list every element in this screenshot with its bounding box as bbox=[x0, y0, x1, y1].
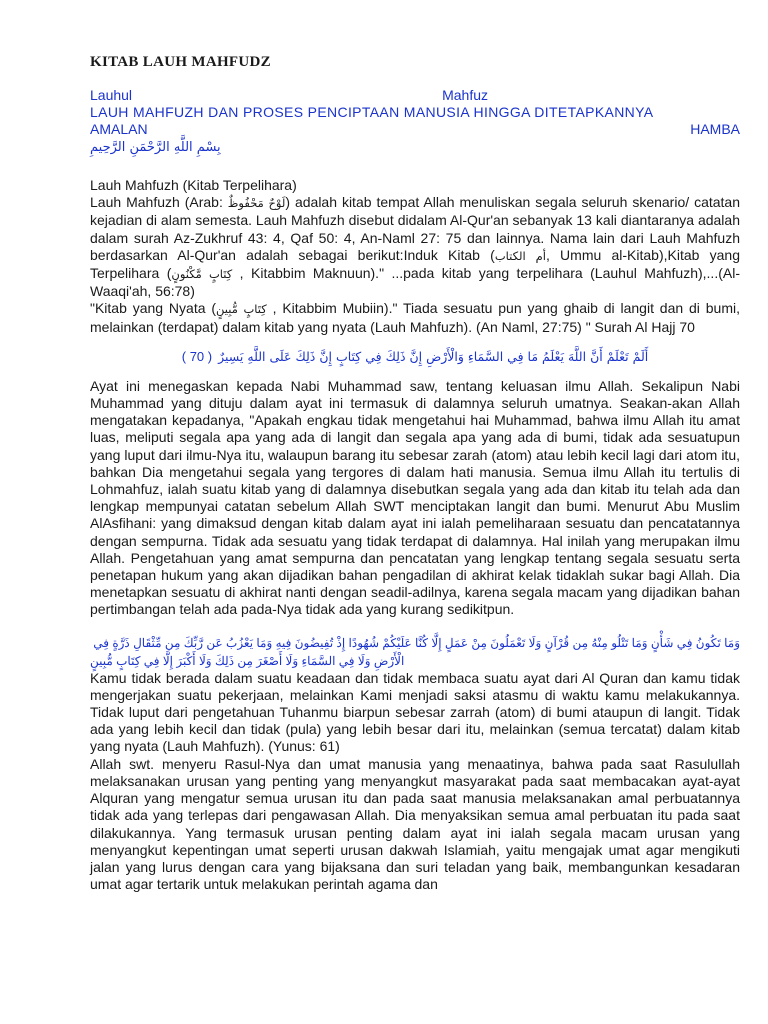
paragraph-kitab-nyata: "Kitab yang Nyata (كِتَابٍ مُّبِينٍ , Kitabbim Mubiin)." Tiada sesuatu pun yang ghaib di langit dan di bumi, melainkan (terdapat) dalam kitab yang nyata (Lauh Mahfuzh). (An Naml, 27:75) " Surah Al Hajj 70 bbox=[90, 300, 740, 335]
verse-al-hajj-70-number: ( 70 ) bbox=[181, 348, 213, 364]
document-page bbox=[90, 50, 740, 893]
arabic-kitab-maknun: كِتَابٍ مَّكْنُونٍ bbox=[171, 267, 233, 282]
arabic-lauh-mahfuzh: لَوْحٌ مَحْفُوظٌ bbox=[227, 196, 286, 211]
paragraph-yunus-translation: Kamu tidak berada dalam suatu keadaan dan tidak membaca suatu ayat dari Al Quran dan kamu tidak mengerjakan suatu pekerjaan, melainkan Kami menjadi saksi atasmu di waktu kamu melakukannya. Tidak luput dari pengetahuan Tuhanmu biarpun sebesar zarrah (atom) di bumi ataupun di langit. Tidak ada yang lebih kecil dan tidak (pula) yang lebih besar dari itu, melainkan (semua tercatat) dalam kitab yang nyata (Lauh Mahfuzh). (Yunus: 61) bbox=[90, 669, 740, 755]
paragraph-keluasan-ilmu: Ayat ini menegaskan kepada Nabi Muhammad saw, tentang keluasan ilmu Allah. Sekalipun Nabi Muhammad yang dituju dalam ayat ini termasuk di dalamnya seluruh umatnya. Seakan-akan Allah mengatakan kepadanya, "Apakah engkau tidak mengetahui hai Muhammad, bahwa ilmu Allah itu amat luas, meliputi segala apa yang ada di langit dan segala apa yang ada di bumi, tidak ada sesuatupun yang luput dari ilmu-Nya itu, walaupun barang itu sebesar zarah (atom) atau lebih kecil lagi dari atom itu, bahkan Dia mengetahui segala yang tergores di dalam hati manusia. Semua ilmu Allah itu tertulis di Lohmahfuz, ialah suatu kitab yang di dalamnya disebutkan segala yang ada dan kitab itu telah ada dan lengkap mempunyai catatan sebelum Allah SWT menciptakan langit dan bumi. Menurut Abu Muslim AlAsfihani: yang dimaksud dengan kitab dalam ayat ini ialah pemeliharaan sesuatu dan pencatatannya dengan sempurna. Tidak ada sesuatu yang tidak terdapat di dalamnya. Hal inilah yang merupakan ilmu Allah. Pengetahuan yang amat sempurna dan pencatatan yang lengkap tentang segala sesuatu serta penetapan hukum yang akan dijadikan bahan pengadilan di akhirat kelak tidaklah sukar bagi Allah. Dia menetapkan sesuatu di akhirat nanti dengan seadil-adilnya, karena segala macam yang dijadikan bahan pertimbangan telah ada pada-Nya tidak ada yang kurang sedikitpun. bbox=[90, 377, 740, 618]
section-heading-lauh-mahfuzh: Lauh Mahfuzh (Kitab Terpelihara) bbox=[90, 177, 297, 193]
header-amalan: AMALAN bbox=[90, 121, 148, 137]
arabic-kitab-mubin: كِتَابٍ مُّبِينٍ bbox=[216, 302, 267, 317]
verse-yunus-61-line-2: الْأَرْضِ وَلَا فِي السَّمَاءِ وَلَا أَصْغَرَ مِن ذَلِكَ وَلَا أَكْبَرَ إِلَّا فِي كِتَابٍ مُّبِينٍ bbox=[90, 653, 405, 668]
arabic-umm-al-kitab: أم الكتاب bbox=[494, 248, 546, 263]
header-lauhul: Lauhul bbox=[90, 87, 133, 103]
paragraph-definition: Lauh Mahfuzh (Arab: لَوْحٌ مَحْفُوظٌ) adalah kitab tempat Allah menuliskan segala seluruh skenario/ catatan kejadian di alam semesta. Lauh Mahfuzh disebut didalam Al-Qur'an sebanyak 13 kali diantaranya adalah dalam surah Az-Zukhruf 43: 4, Qaf 50: 4, An-Naml 27: 75 dan lainnya. Nama lain dari Lauh Mahfuzh berdasarkan Al-Qur'an adalah sebagai berikut:Induk Kitab (أم الكتاب, Ummu al-Kitab),Kitab yang Terpelihara (كِتَابٍ مَّكْنُونٍ , Kitabbim Maknuun)." ...pada kitab yang terpelihara (Lauhul Mahfuzh),...(Al-Waaqi'ah, 56:78) bbox=[90, 194, 740, 300]
paragraph-pengawasan-allah: Allah swt. menyeru Rasul-Nya dan umat manusia yang menaatinya, bahwa pada saat Rasulullah melaksanakan urusan yang penting yang menyangkut masyarakat pada saat membacakan ayat-ayat Alquran yang mengatur semua urusan itu dan pada saat manusia melaksanakan amal perbuatannya tidak ada yang terlepas dari pengawasan Allah. Dia menyaksikan semua amal perbuatan itu pada saat dilakukannya. Yang termasuk urusan penting dalam ayat ini ialah segala macam urusan yang menyangkut kepentingan umat seperti urusan dakwah Islamiah, yaitu mengajak umat agar mengikuti jalan yang lurus dengan cara yang bijaksana dan suri teladan yang baik, membangunkan kesadaran umat agar tertarik untuk melakukan perintah agama dan bbox=[90, 755, 740, 893]
header-line-3 bbox=[90, 121, 740, 138]
basmala: بِسْمِ اللَّهِ الرَّحْمَنِ الرَّحِيمِ bbox=[90, 140, 221, 155]
header-line-2: LAUH MAHFUZH DAN PROSES PENCIPTAAN MANUSIA HINGGA DITETAPKANNYA bbox=[90, 104, 654, 120]
header-mahfuz: Mahfuz bbox=[442, 87, 488, 103]
verse-al-hajj-70 bbox=[90, 348, 740, 366]
verse-yunus-61-line-1: وَمَا تَكُونُ فِي شَأْنٍ وَمَا تَتْلُو مِنْهُ مِن قُرْآنٍ وَلَا تَعْمَلُونَ مِنْ عَمَلٍ إِلَّا كُنَّا عَلَيْكُمْ شُهُودًا إِذْ تُفِيضُونَ فِيهِ وَمَا يَعْزُبُ عَن رَّبِّكَ مِن مِّثْقَالِ ذَرَّةٍ فِي bbox=[93, 635, 740, 650]
verse-al-hajj-70-text: أَلَمْ تَعْلَمْ أَنَّ اللَّهَ يَعْلَمُ مَا فِي السَّمَاءِ وَالْأَرْضِ إِنَّ ذَلِكَ فِي كِتَابٍ إِنَّ ذَلِكَ عَلَى اللَّهِ يَسِيرٌ bbox=[218, 348, 649, 364]
header-line-1 bbox=[90, 87, 740, 104]
document-title: KITAB LAUH MAHFUDZ bbox=[90, 54, 271, 70]
article-header bbox=[90, 87, 740, 157]
header-hamba: HAMBA bbox=[690, 121, 740, 137]
verse-yunus-61 bbox=[90, 635, 740, 670]
